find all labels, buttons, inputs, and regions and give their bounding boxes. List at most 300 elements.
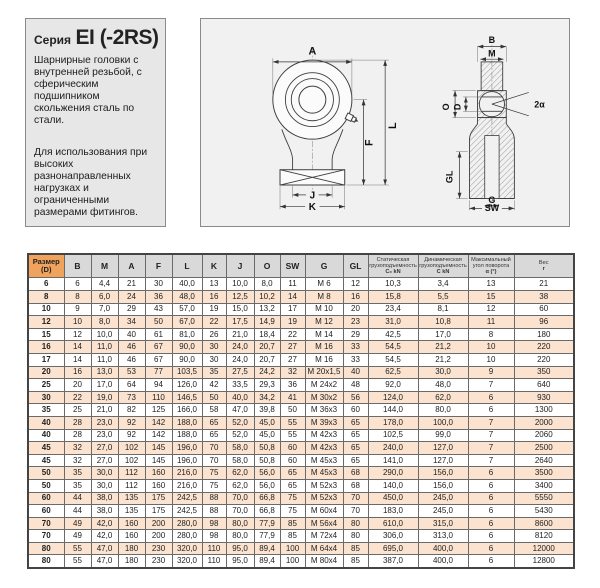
data-cell: M 10 [305, 303, 343, 316]
table-row [28, 505, 574, 518]
data-cell: M 14 [305, 328, 343, 341]
data-cell: M 52x3 [305, 479, 343, 492]
data-cell: 16 [202, 291, 226, 304]
data-cell: M 45x3 [305, 454, 343, 467]
size-cell: 6 [28, 278, 64, 291]
data-cell: 65 [343, 454, 368, 467]
data-cell: 88 [202, 505, 226, 518]
dim-label-a: A [308, 45, 317, 58]
size-cell: 50 [28, 467, 64, 480]
table-row [28, 454, 574, 467]
data-cell: 10 [468, 341, 514, 354]
data-cell: 44 [64, 492, 91, 505]
data-cell: 112 [118, 479, 145, 492]
data-cell: 27 [280, 353, 305, 366]
data-cell: 4,4 [91, 278, 118, 291]
data-cell: 230 [145, 555, 172, 568]
data-cell: 23,0 [91, 416, 118, 429]
data-cell: 52,0 [226, 416, 254, 429]
data-cell: 57,0 [172, 303, 202, 316]
data-cell: 20,7 [254, 353, 280, 366]
size-cell: 17 [28, 353, 64, 366]
data-cell: 6 [468, 517, 514, 530]
data-cell: M 42x3 [305, 429, 343, 442]
data-cell: 19 [280, 316, 305, 329]
data-cell: 6 [468, 542, 514, 555]
data-cell: 188,0 [172, 429, 202, 442]
data-cell: 36 [280, 379, 305, 392]
dim-label-l: L [386, 121, 399, 129]
data-cell: 33 [343, 353, 368, 366]
size-cell: 50 [28, 479, 64, 492]
table-row [28, 303, 574, 316]
dim-label-d: D [452, 103, 463, 110]
data-cell: 32 [64, 442, 91, 455]
series-description: Шарнирные головки с внутренней резьбой, с сферическим подшипником скольжения сталь по стали. [34, 55, 142, 126]
data-cell: 315,0 [418, 517, 468, 530]
data-cell: 95,0 [226, 542, 254, 555]
front-view-drawing [227, 25, 438, 221]
data-cell: 32 [64, 454, 91, 467]
data-cell: 6 [468, 467, 514, 480]
data-cell: 42,0 [91, 517, 118, 530]
col-header-6: K [202, 254, 226, 278]
data-cell: 33,5 [226, 379, 254, 392]
data-cell: 65 [202, 416, 226, 429]
data-cell: 245,0 [418, 492, 468, 505]
data-cell: 350 [514, 366, 574, 379]
data-cell: 82 [118, 404, 145, 417]
data-cell: 27,5 [226, 366, 254, 379]
dim-label-g: G [488, 194, 496, 205]
data-cell: 7 [468, 429, 514, 442]
data-cell: 46 [118, 341, 145, 354]
data-cell: 6 [64, 278, 91, 291]
dim-label-k: K [308, 201, 316, 213]
data-cell: 450,0 [368, 492, 418, 505]
table-row [28, 316, 574, 329]
data-cell: 13,0 [91, 366, 118, 379]
data-cell: 5,5 [418, 291, 468, 304]
data-cell: 70 [343, 492, 368, 505]
spec-table [27, 253, 575, 569]
data-cell: 65 [343, 416, 368, 429]
data-cell: 60 [514, 303, 574, 316]
data-cell: 8 [64, 291, 91, 304]
size-cell: 20 [28, 366, 64, 379]
dim-label-j: J [309, 189, 316, 201]
data-cell: 8,0 [254, 278, 280, 291]
data-cell: 38,0 [91, 492, 118, 505]
data-cell: 18,4 [254, 328, 280, 341]
data-cell: 110 [202, 555, 226, 568]
data-cell: 35 [64, 479, 91, 492]
table-row [28, 353, 574, 366]
data-cell: 29 [118, 303, 145, 316]
data-cell: 175 [145, 505, 172, 518]
data-cell: 81,0 [172, 328, 202, 341]
data-cell: M 16 [305, 341, 343, 354]
data-cell: 6 [468, 404, 514, 417]
data-cell: 62,5 [368, 366, 418, 379]
data-cell: 2060 [514, 429, 574, 442]
data-cell: 110 [202, 542, 226, 555]
data-cell: 12,5 [226, 291, 254, 304]
data-cell: 38,0 [91, 505, 118, 518]
size-cell: 12 [28, 316, 64, 329]
data-cell: 6 [468, 391, 514, 404]
table-row [28, 291, 574, 304]
data-cell: 49 [64, 517, 91, 530]
data-cell: 92,0 [368, 379, 418, 392]
data-cell: 30 [202, 341, 226, 354]
data-cell: 27,0 [91, 454, 118, 467]
data-cell: 145 [145, 442, 172, 455]
data-cell: 47,0 [91, 555, 118, 568]
data-cell: 42,0 [91, 530, 118, 543]
data-cell: 9 [468, 366, 514, 379]
data-cell: 160 [118, 517, 145, 530]
size-cell: 80 [28, 555, 64, 568]
col-header-2: M [91, 254, 118, 278]
data-cell: 34 [118, 316, 145, 329]
data-cell: 24,0 [226, 341, 254, 354]
data-cell: 43 [145, 303, 172, 316]
data-cell: 67,0 [172, 316, 202, 329]
data-cell: 102 [118, 442, 145, 455]
data-cell: 36 [145, 291, 172, 304]
data-cell: 103,5 [172, 366, 202, 379]
data-cell: 220 [514, 341, 574, 354]
data-cell: 44 [64, 505, 91, 518]
size-cell: 35 [28, 404, 64, 417]
data-cell: 6 [468, 505, 514, 518]
data-cell: 695,0 [368, 542, 418, 555]
size-cell: 60 [28, 505, 64, 518]
data-cell: 6 [468, 555, 514, 568]
data-cell: 46 [118, 353, 145, 366]
data-cell: 85 [280, 530, 305, 543]
size-cell: 45 [28, 442, 64, 455]
col-header-5: L [172, 254, 202, 278]
data-cell: 65 [280, 467, 305, 480]
data-cell: 23 [343, 316, 368, 329]
col-header-4: F [145, 254, 172, 278]
data-cell: 3400 [514, 479, 574, 492]
data-cell: 12800 [514, 555, 574, 568]
table-row [28, 429, 574, 442]
data-cell: 8,1 [418, 303, 468, 316]
data-cell: 14 [64, 353, 91, 366]
col-header-1: B [64, 254, 91, 278]
data-cell: 6 [468, 492, 514, 505]
data-cell: M 12 [305, 316, 343, 329]
table-row [28, 442, 574, 455]
data-cell: 8120 [514, 530, 574, 543]
data-cell: 144,0 [368, 404, 418, 417]
col-header-7: J [226, 254, 254, 278]
data-cell: 3,4 [418, 278, 468, 291]
data-cell: 2000 [514, 416, 574, 429]
col-header-15: Вес г [514, 254, 574, 278]
data-cell: 80,0 [226, 517, 254, 530]
data-cell: 27,0 [91, 442, 118, 455]
data-cell: 3500 [514, 467, 574, 480]
data-cell: 49 [64, 530, 91, 543]
series-prefix: Серия [34, 33, 72, 47]
data-cell: 89,4 [254, 555, 280, 568]
data-cell: 100 [280, 542, 305, 555]
data-cell: 10,0 [91, 328, 118, 341]
data-cell: 66,8 [254, 492, 280, 505]
data-cell: 19 [202, 303, 226, 316]
data-cell: 28 [64, 429, 91, 442]
data-cell: 127,0 [418, 454, 468, 467]
table-row [28, 542, 574, 555]
data-cell: 77 [145, 366, 172, 379]
data-cell: 22 [202, 316, 226, 329]
data-cell: 10 [468, 353, 514, 366]
data-cell: 135 [118, 492, 145, 505]
data-cell: 16 [64, 366, 91, 379]
data-cell: 73 [118, 391, 145, 404]
data-cell: 8600 [514, 517, 574, 530]
data-cell: 387,0 [368, 555, 418, 568]
data-cell: 166,0 [172, 404, 202, 417]
data-cell: 12 [343, 278, 368, 291]
table-row [28, 416, 574, 429]
data-cell: 40 [118, 328, 145, 341]
data-cell: 127,0 [418, 442, 468, 455]
data-cell: 240,0 [368, 442, 418, 455]
table-row [28, 467, 574, 480]
data-cell: 60 [280, 454, 305, 467]
data-cell: 22 [280, 328, 305, 341]
data-cell: 40 [343, 366, 368, 379]
data-cell: 60 [343, 404, 368, 417]
data-cell: 13 [468, 278, 514, 291]
data-cell: 290,0 [368, 467, 418, 480]
data-cell: 89,4 [254, 542, 280, 555]
col-header-11: GL [343, 254, 368, 278]
data-cell: 24,0 [226, 353, 254, 366]
size-cell: 70 [28, 530, 64, 543]
data-cell: 50,8 [254, 454, 280, 467]
data-cell: 9 [64, 303, 91, 316]
data-cell: 42,5 [368, 328, 418, 341]
data-cell: 80,0 [418, 404, 468, 417]
series-title [34, 27, 158, 48]
data-cell: 55 [64, 555, 91, 568]
data-cell: M 52x3 [305, 492, 343, 505]
table-row [28, 479, 574, 492]
data-cell: 156,0 [418, 467, 468, 480]
series-name: EI (-2RS) [75, 26, 159, 49]
data-cell: 20 [343, 303, 368, 316]
data-cell: 35 [64, 467, 91, 480]
data-cell: 5550 [514, 492, 574, 505]
data-cell: 12000 [514, 542, 574, 555]
data-cell: 188,0 [172, 416, 202, 429]
data-cell: 14 [280, 291, 305, 304]
data-cell: 6 [468, 479, 514, 492]
data-cell: 41 [280, 391, 305, 404]
size-cell: 40 [28, 416, 64, 429]
data-cell: 2500 [514, 442, 574, 455]
size-cell: 45 [28, 454, 64, 467]
data-cell: 56,0 [254, 467, 280, 480]
data-cell: M 30x2 [305, 391, 343, 404]
size-cell: 70 [28, 517, 64, 530]
data-cell: M 42x3 [305, 442, 343, 455]
data-cell: 34,2 [254, 391, 280, 404]
data-cell: 17,0 [91, 379, 118, 392]
data-cell: 22 [64, 391, 91, 404]
data-cell: 55 [280, 429, 305, 442]
data-cell: 62,0 [226, 467, 254, 480]
data-cell: 15 [468, 291, 514, 304]
data-cell: 8 [468, 328, 514, 341]
data-cell: 25 [64, 404, 91, 417]
data-cell: 13,2 [254, 303, 280, 316]
data-cell: 47,0 [226, 404, 254, 417]
data-cell: 75 [280, 492, 305, 505]
data-cell: 8,0 [91, 316, 118, 329]
size-cell: 10 [28, 303, 64, 316]
data-cell: 85 [343, 555, 368, 568]
dim-label-angle: 2α [534, 99, 545, 110]
data-cell: 112 [118, 467, 145, 480]
data-cell: 66,8 [254, 505, 280, 518]
data-cell: 50 [280, 404, 305, 417]
size-cell: 40 [28, 429, 64, 442]
data-cell: 110 [145, 391, 172, 404]
data-cell: 102 [118, 454, 145, 467]
data-cell: 17,0 [418, 328, 468, 341]
data-cell: 6,0 [91, 291, 118, 304]
table-row [28, 379, 574, 392]
data-cell: 175 [145, 492, 172, 505]
data-cell: 29,3 [254, 379, 280, 392]
data-cell: 200 [145, 517, 172, 530]
data-cell: 7 [468, 454, 514, 467]
data-cell: 38 [514, 291, 574, 304]
data-cell: 306,0 [368, 530, 418, 543]
data-cell: 98 [202, 517, 226, 530]
data-cell: 124,0 [368, 391, 418, 404]
data-cell: 88 [202, 492, 226, 505]
data-cell: 10,3 [368, 278, 418, 291]
data-cell: 11,0 [91, 341, 118, 354]
data-cell: 320,0 [172, 555, 202, 568]
data-cell: M 16 [305, 353, 343, 366]
data-cell: 196,0 [172, 442, 202, 455]
data-cell: 30,0 [418, 366, 468, 379]
data-cell: 53 [118, 366, 145, 379]
table-row [28, 328, 574, 341]
data-cell: 35 [202, 366, 226, 379]
data-cell: 10,8 [418, 316, 468, 329]
data-cell: 23,4 [368, 303, 418, 316]
data-cell: M 80x4 [305, 555, 343, 568]
data-cell: 80 [343, 517, 368, 530]
col-header-14: Максимальный угол поворота α (°) [468, 254, 514, 278]
data-cell: 70,0 [226, 492, 254, 505]
data-cell: 17,5 [226, 316, 254, 329]
data-cell: 5430 [514, 505, 574, 518]
data-cell: M 8 [305, 291, 343, 304]
data-cell: 26 [202, 328, 226, 341]
data-cell: 58,0 [226, 442, 254, 455]
data-cell: 610,0 [368, 517, 418, 530]
data-cell: 142 [145, 416, 172, 429]
data-cell: 11 [280, 278, 305, 291]
size-cell: 25 [28, 379, 64, 392]
data-cell: 400,0 [418, 555, 468, 568]
data-cell: 85 [343, 542, 368, 555]
data-cell: 320,0 [172, 542, 202, 555]
data-cell: 48 [343, 379, 368, 392]
data-cell: 12 [64, 328, 91, 341]
data-cell: 75 [280, 505, 305, 518]
dim-label-m: M [488, 47, 496, 58]
col-header-9: SW [280, 254, 305, 278]
data-cell: 77,9 [254, 530, 280, 543]
data-cell: 98 [202, 530, 226, 543]
data-cell: 125 [145, 404, 172, 417]
grease-nipple [345, 112, 359, 123]
data-cell: 930 [514, 391, 574, 404]
data-cell: 160 [145, 479, 172, 492]
data-cell: M 24x2 [305, 379, 343, 392]
data-cell: 65 [202, 429, 226, 442]
data-cell: 40,0 [226, 391, 254, 404]
data-cell: 92 [118, 429, 145, 442]
data-cell: 70 [343, 505, 368, 518]
data-cell: 67 [145, 341, 172, 354]
data-cell: M 20x1,5 [305, 366, 343, 379]
data-cell: 70 [202, 454, 226, 467]
data-cell: 85 [280, 517, 305, 530]
data-cell: 40,0 [172, 278, 202, 291]
table-row [28, 492, 574, 505]
size-cell: 30 [28, 391, 64, 404]
data-cell: 178,0 [368, 416, 418, 429]
data-cell: 11,0 [91, 353, 118, 366]
data-cell: 94 [145, 379, 172, 392]
data-cell: 20,7 [254, 341, 280, 354]
data-cell: 15,0 [226, 303, 254, 316]
size-cell: 16 [28, 341, 64, 354]
data-cell: 55 [280, 416, 305, 429]
data-cell: 58,0 [226, 454, 254, 467]
data-cell: 67 [145, 353, 172, 366]
data-cell: 196,0 [172, 454, 202, 467]
data-cell: 21,0 [226, 328, 254, 341]
size-cell: 80 [28, 542, 64, 555]
data-cell: 245,0 [418, 505, 468, 518]
data-cell: 30,0 [91, 467, 118, 480]
data-cell: 29 [343, 328, 368, 341]
data-cell: 23,0 [91, 429, 118, 442]
data-cell: 65 [343, 442, 368, 455]
data-cell: 42 [202, 379, 226, 392]
data-cell: 90,0 [172, 353, 202, 366]
data-cell: 30 [145, 278, 172, 291]
data-cell: 62,0 [418, 391, 468, 404]
data-cell: 70,0 [226, 505, 254, 518]
data-cell: 220 [514, 353, 574, 366]
